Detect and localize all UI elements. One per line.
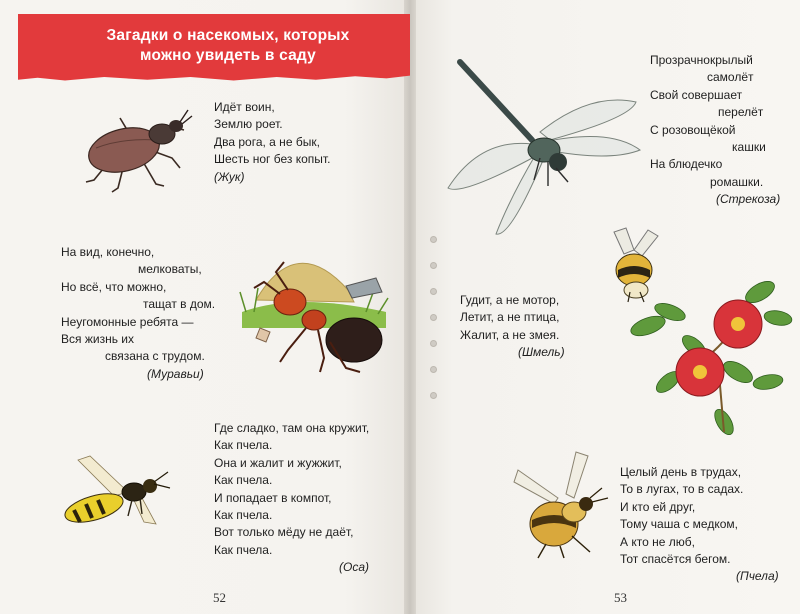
riddle-line: А кто не люб,: [620, 534, 695, 549]
riddle-dragonfly: [650, 52, 780, 209]
riddle-line: И попадает в компот,: [214, 490, 332, 505]
riddle-line: Свой совершает: [650, 87, 743, 102]
riddle-line: тащат в дом.: [143, 297, 216, 312]
riddle-line: Шесть ног без копыт.: [214, 152, 331, 167]
riddle-answer: (Стрекоза): [716, 192, 781, 207]
riddle-line: Идёт воин,: [214, 100, 275, 114]
rose-flower-top: [714, 300, 762, 348]
wasp-illustration: [58, 452, 178, 538]
beetle-illustration: [72, 98, 202, 198]
rose-flowers-illustration: [628, 272, 794, 440]
riddle-line: Вот только мёду не даёт,: [214, 525, 354, 540]
riddle-line: Неугомонные ребята —: [61, 314, 194, 329]
riddle-answer: (Шмель): [518, 345, 565, 360]
dragonfly-illustration: [440, 58, 645, 243]
riddle-bumblebee: [460, 292, 565, 362]
riddle-line: Как пчела.: [214, 473, 273, 488]
riddle-line: Как пчела.: [214, 508, 273, 523]
riddle-wasp: [214, 420, 369, 577]
riddle-line: перелёт: [718, 105, 764, 120]
riddle-bee: [620, 464, 779, 586]
riddle-answer: (Жук): [214, 169, 245, 184]
riddle-line: Тот спасётся бегом.: [620, 552, 731, 567]
riddle-line: Жалит, а не змея.: [460, 327, 560, 342]
riddle-line: На блюдечко: [650, 157, 723, 172]
riddle-line: Как пчела.: [214, 542, 273, 557]
riddle-line: Где сладко, там она кружит,: [214, 421, 370, 435]
riddle-line: На вид, конечно,: [61, 245, 155, 259]
riddle-line: самолёт: [707, 70, 754, 85]
riddle-line: связана с трудом.: [105, 349, 205, 364]
riddle-line: Она и жалит и жужжит,: [214, 455, 342, 470]
riddle-line: Летит, а не птица,: [460, 310, 560, 325]
riddle-line: С розовощёкой: [650, 122, 736, 137]
riddle-line: То в лугах, то в садах.: [620, 482, 744, 497]
riddle-answer: (Оса): [339, 560, 369, 575]
riddle-line: И кто ей друг,: [620, 499, 696, 514]
riddle-beetle: [214, 99, 330, 186]
riddle-line: Два рога, а не бык,: [214, 134, 320, 149]
riddle-ants: [61, 244, 215, 383]
riddle-line: Землю роет.: [214, 117, 283, 132]
page-number-left: 52: [213, 590, 226, 605]
riddle-answer: (Пчела): [736, 569, 779, 584]
bee-illustration: [510, 448, 620, 560]
riddle-answer: (Муравьи): [147, 366, 204, 381]
page-title: Загадки о насекомых, которых можно увидеть в саду: [106, 27, 350, 64]
riddle-line: Как пчела.: [214, 438, 273, 453]
riddle-line: Целый день в трудах,: [620, 465, 742, 479]
riddle-line: ромашки.: [710, 174, 764, 189]
riddle-line: Но всё, что можно,: [61, 279, 167, 294]
ant-illustration: [236, 232, 396, 382]
riddle-line: мелковаты,: [138, 262, 202, 277]
riddle-line: Гудит, а не мотор,: [460, 293, 560, 307]
riddle-line: кашки: [732, 140, 766, 155]
riddle-line: Прозрачнокрылый: [650, 53, 753, 67]
book-spine: [404, 0, 416, 614]
riddle-line: Тому чаша с медком,: [620, 517, 738, 532]
riddle-line: Вся жизнь их: [61, 332, 134, 347]
page-number-right: 53: [614, 590, 627, 605]
